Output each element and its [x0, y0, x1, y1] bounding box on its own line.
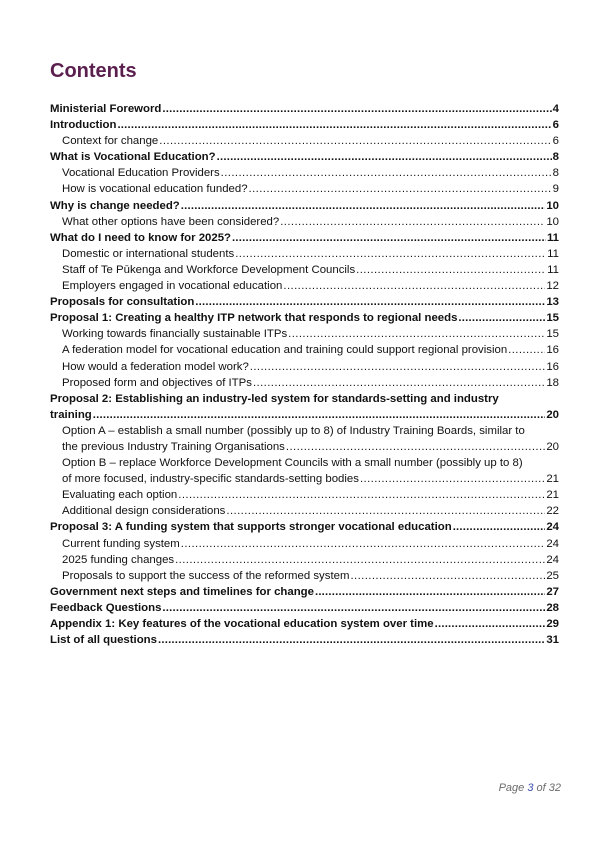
toc-entry-10[interactable]	[50, 246, 559, 262]
toc-entry-1[interactable]	[50, 101, 559, 117]
toc-entry-title: Option A – establish a small number (possibly up to 8) of Industry Training Boards, similar to	[62, 424, 525, 437]
toc-entry-page: 21	[546, 473, 559, 486]
toc-entry-3[interactable]	[50, 133, 559, 149]
dot-leader	[453, 519, 546, 535]
toc-entry-page: 22	[546, 505, 559, 518]
toc-entry-16[interactable]	[50, 342, 559, 358]
toc-entry-19-line-2[interactable]	[50, 407, 559, 423]
toc-entry-page: 15	[546, 328, 559, 341]
dot-leader	[226, 503, 545, 519]
toc-entry-15[interactable]	[50, 326, 559, 342]
toc-entry-29[interactable]	[50, 600, 559, 616]
toc-entry-title: Staff of Te Pūkenga and Workforce Development Councils	[62, 263, 356, 276]
toc-entry-title: Feedback Questions	[50, 601, 162, 614]
toc-entry-8[interactable]	[50, 214, 559, 230]
dot-leader	[253, 375, 545, 391]
toc-entry-26[interactable]	[50, 552, 559, 568]
toc-entry-title: Domestic or international students	[62, 247, 235, 260]
dot-leader	[217, 149, 552, 165]
dot-leader	[162, 101, 551, 117]
toc-entry-title: Proposed form and objectives of ITPs	[62, 376, 252, 389]
toc-entry-title: Proposals to support the success of the reformed system	[62, 569, 350, 582]
toc-entry-page: 24	[546, 521, 559, 534]
dot-leader	[159, 133, 551, 149]
dot-leader	[117, 117, 551, 133]
toc-entry-title: What other options have been considered?	[62, 215, 280, 228]
toc-entry-title: List of all questions	[50, 634, 157, 647]
toc-entry-title: How is vocational education funded?	[62, 183, 248, 196]
toc-entry-title: Option B – replace Workforce Development Councils with a small number (possibly up to 8)	[62, 457, 523, 470]
dot-leader	[360, 471, 545, 487]
toc-entry-title: A federation model for vocational education and training could support regional provision	[62, 344, 508, 357]
toc-entry-title: Vocational Education Providers	[62, 167, 220, 180]
toc-entry-title: Additional design considerations	[62, 505, 226, 518]
toc-entry-12[interactable]	[50, 278, 559, 294]
toc-entry-30[interactable]	[50, 616, 559, 632]
toc-entry-page: 10	[546, 199, 559, 212]
toc-entry-page: 18	[546, 376, 559, 389]
page-number-suffix: of 32	[533, 782, 561, 794]
toc-entry-page: 11	[547, 263, 559, 276]
toc-entry-title: What is Vocational Education?	[50, 151, 216, 164]
page-title: Contents	[50, 60, 137, 82]
dot-leader	[508, 342, 545, 358]
toc-entry-4[interactable]	[50, 149, 559, 165]
toc-entry-5[interactable]	[50, 165, 559, 181]
dot-leader	[356, 262, 546, 278]
dot-leader	[435, 616, 546, 632]
toc-entry-31[interactable]	[50, 632, 559, 648]
toc-entry-title: How would a federation model work?	[62, 360, 249, 373]
toc-entry-title: Why is change needed?	[50, 199, 180, 212]
toc-entry-page: 21	[546, 489, 559, 502]
toc-entry-title: 2025 funding changes	[62, 553, 175, 566]
toc-entry-page: 9	[552, 183, 559, 196]
page-number-current: 3	[527, 782, 534, 794]
toc-entry-page: 20	[546, 440, 559, 453]
dot-leader	[181, 536, 546, 552]
dot-leader	[175, 552, 545, 568]
toc-entry-title: Proposal 2: Establishing an industry-led system for standards-setting and industry	[50, 392, 499, 405]
dot-leader	[178, 487, 545, 503]
toc-entry-9[interactable]	[50, 230, 559, 246]
dot-leader	[235, 246, 546, 262]
toc-entry-page: 24	[546, 553, 559, 566]
toc-entry-page: 16	[546, 344, 559, 357]
toc-entry-2[interactable]	[50, 117, 559, 133]
toc-entry-title: Working towards financially sustainable ITPs	[62, 328, 288, 341]
toc-entry-title: Evaluating each option	[62, 489, 178, 502]
toc-entry-page: 16	[546, 360, 559, 373]
toc-entry-21-line-1[interactable]	[50, 455, 559, 471]
toc-entry-page: 29	[546, 618, 559, 630]
toc-entry-page: 20	[546, 408, 559, 421]
page-number-prefix: Page	[498, 782, 528, 794]
toc-entry-page: 10	[546, 215, 559, 228]
dot-leader	[350, 568, 545, 584]
toc-entry-21-line-2[interactable]	[50, 471, 559, 487]
dot-leader	[195, 294, 545, 310]
toc-entry-page: 4	[552, 103, 559, 115]
toc-entry-page: 28	[546, 601, 559, 614]
toc-entry-page: 24	[546, 537, 559, 550]
dot-leader	[181, 198, 546, 214]
dot-leader	[458, 310, 545, 326]
toc-entry-24[interactable]	[50, 519, 559, 535]
dot-leader	[232, 230, 546, 246]
dot-leader	[288, 326, 545, 342]
toc-entry-title: What do I need to know for 2025?	[50, 231, 231, 244]
toc-entry-page: 8	[552, 151, 559, 164]
toc-entry-19-line-1[interactable]	[50, 391, 559, 407]
toc-entry-title: Government next steps and timelines for change	[50, 585, 314, 598]
dot-leader	[286, 439, 545, 455]
toc-entry-17[interactable]	[50, 359, 559, 375]
toc-entry-20-line-2[interactable]	[50, 439, 559, 455]
toc-entry-14[interactable]	[50, 310, 559, 326]
toc-entry-11[interactable]	[50, 262, 559, 278]
toc-entry-title: Employers engaged in vocational education	[62, 280, 283, 293]
dot-leader	[250, 359, 546, 375]
toc-entry-title: Introduction	[50, 119, 117, 132]
dot-leader	[315, 584, 545, 600]
dot-leader	[249, 181, 552, 197]
dot-leader	[162, 600, 545, 616]
toc-entry-page: 12	[546, 280, 559, 293]
toc-entry-page: 25	[546, 569, 559, 582]
toc-entry-page: 6	[552, 119, 559, 132]
dot-leader	[93, 407, 546, 423]
toc-entry-22[interactable]	[50, 487, 559, 503]
toc-entry-page: 13	[546, 296, 559, 309]
toc-entry-title-continued: training	[50, 408, 92, 421]
toc-entry-page: 15	[546, 312, 559, 325]
toc-entry-page: 6	[552, 135, 559, 148]
toc-entry-23[interactable]	[50, 503, 559, 519]
dot-leader	[280, 214, 545, 230]
toc-entry-page: 11	[546, 231, 559, 244]
toc-entry-title: Current funding system	[62, 537, 180, 550]
toc-entry-27[interactable]	[50, 568, 559, 584]
dot-leader	[283, 278, 545, 294]
dot-leader	[221, 165, 552, 181]
toc-entry-page: 27	[546, 585, 559, 598]
toc-entry-title: Proposals for consultation	[50, 296, 195, 309]
toc-entry-6[interactable]	[50, 181, 559, 197]
table-of-contents	[50, 101, 559, 648]
toc-entry-page: 31	[546, 634, 559, 647]
toc-entry-title: Ministerial Foreword	[50, 103, 162, 115]
toc-entry-title-continued: of more focused, industry-specific standards-setting bodies	[62, 473, 359, 486]
toc-entry-13[interactable]	[50, 294, 559, 310]
toc-entry-title-continued: the previous Industry Training Organisations	[62, 440, 285, 453]
toc-entry-page: 11	[547, 247, 559, 260]
toc-entry-page: 8	[552, 167, 559, 180]
toc-entry-title: Proposal 3: A funding system that supports stronger vocational education	[50, 521, 452, 534]
page-number	[499, 782, 561, 794]
toc-entry-18[interactable]	[50, 375, 559, 391]
toc-entry-28[interactable]	[50, 584, 559, 600]
toc-entry-title: Appendix 1: Key features of the vocational education system over time	[50, 618, 434, 630]
toc-entry-title: Context for change	[62, 135, 159, 148]
toc-entry-25[interactable]	[50, 536, 559, 552]
toc-entry-20-line-1[interactable]	[50, 423, 559, 439]
toc-entry-title: Proposal 1: Creating a healthy ITP network that responds to regional needs	[50, 312, 458, 325]
dot-leader	[158, 632, 545, 648]
toc-entry-7[interactable]	[50, 198, 559, 214]
